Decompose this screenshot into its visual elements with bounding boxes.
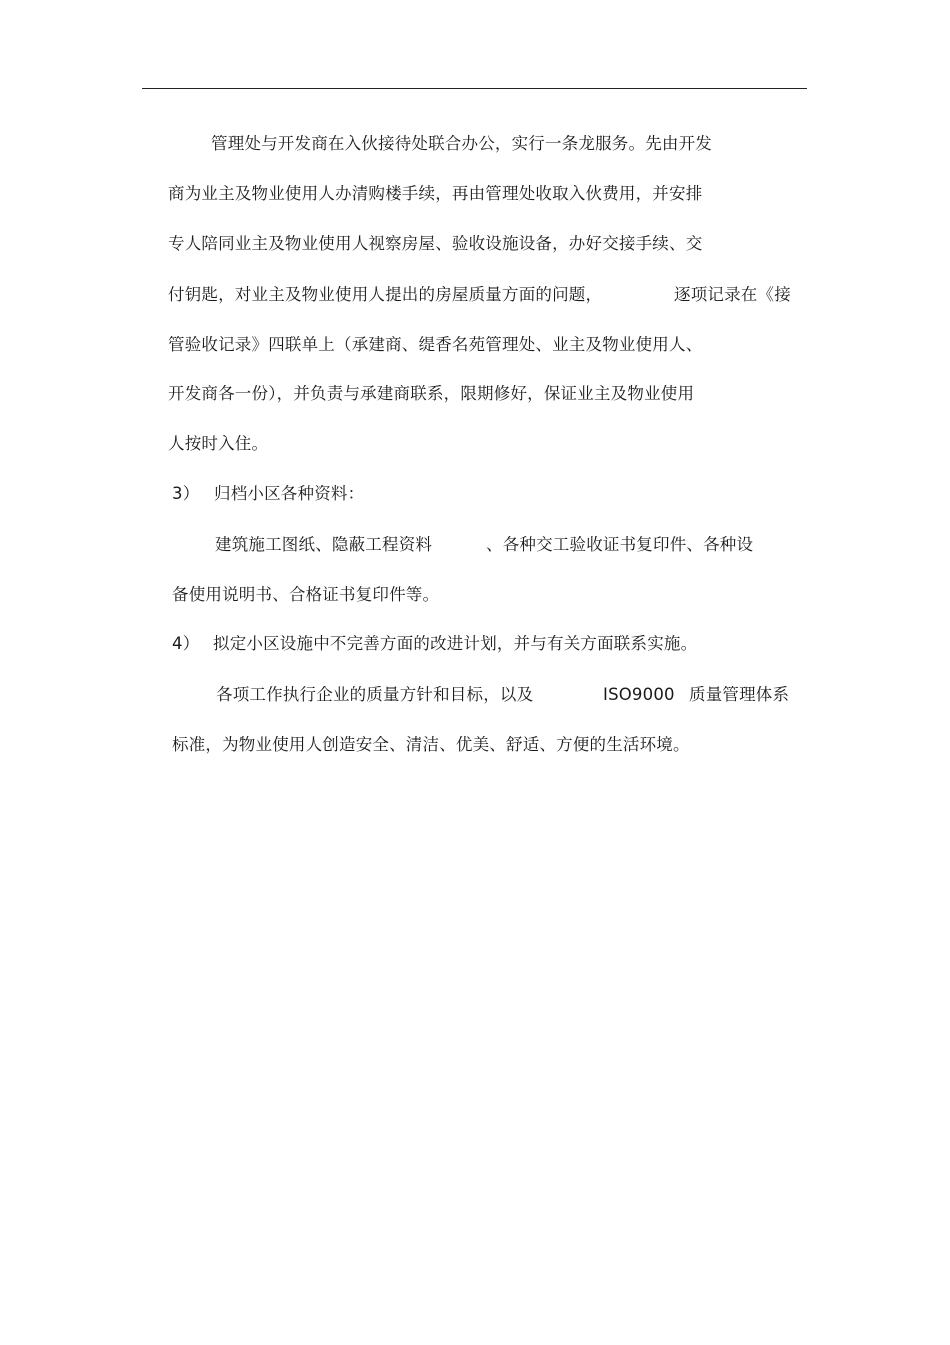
paragraph-line: 质量管理体系 bbox=[689, 685, 790, 704]
paragraph-line: 建筑施工图纸、隐蔽工程资料 bbox=[215, 535, 433, 554]
list-number: 3） bbox=[172, 484, 200, 503]
list-heading: 归档小区各种资料： bbox=[214, 484, 365, 503]
iso-standard-label: ISO9000 bbox=[603, 685, 675, 704]
paragraph-line: 专人陪同业主及物业使用人视察房屋、验收设施设备，办好交接手续、交 bbox=[168, 234, 703, 253]
paragraph-line: 备使用说明书、合格证书复印件等。 bbox=[172, 585, 440, 604]
list-number: 4） bbox=[172, 634, 200, 653]
paragraph-line: 各项工作执行企业的质量方针和目标，以及 bbox=[216, 685, 534, 704]
header-rule bbox=[142, 88, 807, 89]
paragraph-line: 管验收记录》四联单上（承建商、缇香名苑管理处、业主及物业使用人、 bbox=[168, 335, 703, 354]
list-item-text: 拟定小区设施中不完善方面的改进计划，并与有关方面联系实施。 bbox=[213, 634, 698, 653]
paragraph-line: 标准，为物业使用人创造安全、清洁、优美、舒适、方便的生活环境。 bbox=[172, 735, 690, 754]
paragraph-line: 、各种交工验收证书复印件、各种设 bbox=[486, 535, 754, 554]
paragraph-line: 管理处与开发商在入伙接待处联合办公，实行一条龙服务。先由开发 bbox=[211, 134, 712, 153]
paragraph-line: 逐项记录在《接 bbox=[674, 285, 791, 304]
paragraph-line: 人按时入住。 bbox=[168, 434, 269, 453]
paragraph-line: 开发商各一份），并负责与承建商联系，限期修好，保证业主及物业使用 bbox=[168, 384, 695, 403]
paragraph-line: 商为业主及物业使用人办清购楼手续，再由管理处收取入伙费用，并安排 bbox=[168, 184, 703, 203]
paragraph-line: 付钥匙，对业主及物业使用人提出的房屋质量方面的问题， bbox=[168, 285, 603, 304]
